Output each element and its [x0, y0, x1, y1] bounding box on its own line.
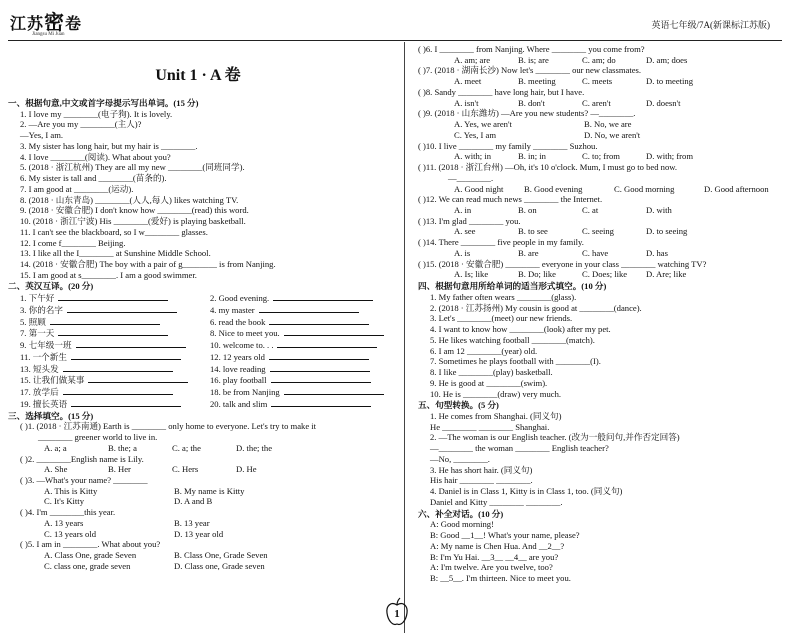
translation-item-left	[8, 386, 188, 398]
translation-item-left	[8, 292, 188, 304]
fill-blank-item: 9. (2018 · 安徽合肥) I don't know how ________(read) this word.	[20, 205, 249, 216]
dialogue-line: A: Good morning!	[430, 519, 494, 530]
answer-line	[270, 363, 370, 372]
translation-item-right	[198, 292, 388, 304]
fill-blank-item: —Yes, I am.	[20, 130, 64, 141]
mc-option: D. No, we aren't	[584, 129, 641, 140]
transform-item: —________ the woman ________ English teacher?	[430, 443, 609, 454]
mc-question-1: ( )1. (2018 · 江苏南通) Earth is ________ only home to everyone. Let's try to make it	[20, 421, 317, 432]
translation-item-left	[8, 374, 188, 386]
translation-prompt: 11. 一个新生	[20, 351, 67, 362]
answer-line	[50, 316, 160, 325]
mc-option: D. has	[646, 247, 668, 258]
section-6-items	[418, 519, 790, 583]
mc-option: C. Hers	[172, 464, 199, 475]
mc-option: C. have	[582, 247, 609, 258]
mc-question-13: ( )13. I'm glad ________ you.	[418, 215, 521, 226]
mc-option: C. class one, grade seven	[44, 560, 131, 571]
fill-blank-item: 6. My sister is tall and ________(苗条的).	[20, 173, 167, 184]
translation-item-left	[8, 339, 188, 351]
mc-options-14	[418, 248, 790, 259]
mc-option: C. aren't	[582, 97, 611, 108]
mc-option: D. Class one, Grade seven	[174, 560, 265, 571]
page-header	[0, 0, 790, 38]
mc-question-8: ( )8. Sandy ________ have long hair, but I have.	[418, 86, 585, 97]
mc-option: D. to seeing	[646, 226, 688, 237]
left-column	[8, 48, 388, 572]
answer-line	[269, 351, 369, 360]
mc-question-12: ( )12. We can read much news ________ the Internet.	[418, 194, 603, 205]
answer-line	[67, 304, 177, 313]
mc-option: A. isn't	[454, 97, 479, 108]
fill-blank-item: 8. (2018 · 山东青岛) ________(人人,每人) likes watching TV.	[20, 194, 239, 205]
dialogue-line: B: I'm Yu Hai. __3__ __4__ are you?	[430, 551, 559, 562]
translation-prompt: 10. welcome to. . .	[210, 340, 274, 351]
answer-line	[271, 374, 371, 383]
mc-option: A. is	[454, 247, 471, 258]
mc-question-10: ( )10. I live ________ my family ________ Suzhou.	[418, 140, 598, 151]
mc-option: D. am; does	[646, 54, 688, 65]
mc-option: D. the; the	[236, 442, 273, 453]
transform-item: Daniel and Kitty ________ ________.	[430, 496, 563, 507]
fill-blank-item: 7. I am good at ________(运动).	[20, 183, 134, 194]
translation-item-left	[8, 316, 188, 328]
translation-prompt: 1. 下午好	[20, 293, 55, 304]
answer-line	[269, 316, 369, 325]
translation-prompt: 5. 照顾	[20, 316, 46, 327]
section-4-items	[418, 292, 790, 399]
mc-option: D. with	[646, 205, 672, 216]
mc-options-15	[418, 269, 790, 280]
mc-options-5	[8, 550, 388, 571]
page-number: 1	[394, 608, 400, 620]
section-5-items	[418, 411, 790, 508]
mc-options-11	[418, 184, 790, 195]
mc-option: B. to see	[518, 226, 548, 237]
mc-option: C. am; do	[582, 54, 616, 65]
mc-options-7	[418, 76, 790, 87]
mc-question-1-cont: ________ greener world to live in.	[38, 432, 158, 443]
mc-option: A. a; a	[44, 442, 67, 453]
answer-line	[71, 351, 181, 360]
word-form-item: 6. I am 12 ________(year) old.	[430, 345, 538, 356]
translation-item-right	[198, 351, 388, 363]
mc-question-15: ( )15. (2018 · 安徽合肥) ________ everyone in your class ________ watching TV?	[418, 258, 707, 269]
mc-option: D. to meeting	[646, 76, 694, 87]
translation-item-right	[198, 304, 388, 316]
mc-option: B. is; are	[518, 54, 549, 65]
mc-options-12	[418, 205, 790, 216]
translation-item-right	[198, 363, 388, 375]
mc-option: C. meets	[582, 76, 613, 87]
mc-option: D. doesn't	[646, 97, 681, 108]
translation-item-left	[8, 398, 188, 410]
mc-option: A. meet	[454, 76, 482, 87]
answer-line	[71, 398, 181, 407]
mc-option: A. am; are	[454, 54, 491, 65]
translation-prompt: 20. talk and slim	[210, 398, 268, 409]
mc-option: A. Yes, we aren't	[454, 119, 512, 130]
fill-blank-item: 2. —Are you my ________(主人)?	[20, 119, 142, 130]
fill-blank-item: 15. I am good at s________. I am a good swimmer.	[20, 269, 197, 280]
answer-line	[63, 363, 173, 372]
mc-option: C. a; the	[172, 442, 201, 453]
fill-blank-item: 11. I can't see the blackboard, so I w________ glasses.	[20, 226, 208, 237]
mc-option: B. are	[518, 247, 539, 258]
answer-line	[88, 374, 188, 383]
word-form-item: 3. Let's ________(meet) our new friends.	[430, 313, 573, 324]
dialogue-line: B: __5__. I'm thirteen. Nice to meet you.	[430, 572, 571, 583]
mc-option: C. at	[582, 205, 599, 216]
brand-subtitle: Jiangsu Mi Juan	[32, 32, 65, 37]
word-form-item: 7. Sometimes he plays football with ________(I).	[430, 356, 601, 367]
mc-option: B. meeting	[518, 76, 556, 87]
dialogue-line: B: Good __1__! What's your name, please?	[430, 530, 580, 541]
mc-option: B. don't	[518, 97, 545, 108]
translation-prompt: 15. 让我们做某事	[20, 375, 85, 386]
transform-item: —No, ________.	[430, 453, 490, 464]
mc-option: B. Do; like	[518, 269, 556, 280]
mc-option: A. 13 years	[44, 517, 84, 528]
mc-option: B. Her	[108, 464, 131, 475]
translation-item-left	[8, 327, 188, 339]
mc-option: D. 13 year old	[174, 528, 224, 539]
fill-blank-item: 4. I love ________(阅读). What about you?	[20, 151, 171, 162]
translation-item-right	[198, 327, 388, 339]
answer-line	[284, 386, 384, 395]
mc-question-9: ( )9. (2018 · 山东潍坊) —Are you new students? —________.	[418, 108, 636, 119]
mc-question-3: ( )3. —What's your name? ________	[20, 474, 148, 485]
mc-option: A. Good night	[454, 183, 504, 194]
translation-prompt: 16. play football	[210, 375, 267, 386]
mc-option: B. the; a	[108, 442, 137, 453]
translation-prompt: 4. my master	[210, 304, 255, 315]
right-column	[418, 44, 790, 584]
translation-item-right	[198, 316, 388, 328]
word-form-item: 2. (2018 · 江苏扬州) My cousin is good at ________(dance).	[430, 302, 642, 313]
mc-option: A. with; in	[454, 151, 492, 162]
answer-line	[76, 339, 186, 348]
translation-prompt: 2. Good evening.	[210, 293, 270, 304]
translation-item-right	[198, 386, 388, 398]
mc-options-9	[418, 119, 790, 140]
mc-options-2	[8, 464, 388, 475]
translation-item-right	[198, 339, 388, 351]
transform-item: His hair ________ ________.	[430, 475, 533, 486]
mc-option: C. It's Kitty	[44, 496, 84, 507]
translation-item-left	[8, 304, 188, 316]
brand-logo: 江苏密卷	[10, 10, 83, 34]
section-3-heading: 三、选择填空。(15 分)	[8, 410, 94, 421]
column-divider	[404, 42, 405, 633]
fill-blank-item: 13. I like all the I________ at Sunshine Middle School.	[20, 248, 211, 259]
transform-item: 4. Daniel is in Class 1, Kitty is in Class 1, too. (同义句)	[430, 486, 623, 497]
translation-prompt: 3. 你的名字	[20, 304, 63, 315]
section-6-heading: 六、补全对话。(10 分)	[418, 508, 504, 519]
translation-item-right	[198, 374, 388, 386]
mc-option: A. Is; like	[454, 269, 489, 280]
word-form-item: 4. I want to know how ________(look) after my pet.	[430, 324, 611, 335]
unit-title: Unit 1 · A 卷	[155, 67, 241, 84]
section-1-heading: 一、根据句意,中文或首字母提示写出单词。(15 分)	[8, 98, 199, 108]
answer-line	[277, 339, 377, 348]
mc-option: B. Good evening	[524, 183, 583, 194]
mc-options-6	[418, 55, 790, 66]
mc-option: A. She	[44, 464, 68, 475]
answer-line	[259, 304, 359, 313]
translation-item-left	[8, 363, 188, 375]
transform-item: 2. —The woman is our English teacher. (改为一般问句,并作否定回答)	[430, 432, 680, 443]
mc-question-11: ( )11. (2018 · 浙江台州) —Oh, it's 10 o'clock. Mum, I must go to bed now.	[418, 162, 678, 173]
word-form-item: 5. He likes watching football ________(match).	[430, 334, 595, 345]
answer-line	[63, 386, 173, 395]
mc-option: B. Class One, Grade Seven	[174, 550, 268, 561]
translation-prompt: 6. read the book	[210, 316, 266, 327]
mc-option: A. see	[454, 226, 476, 237]
mc-option: B. 13 year	[174, 517, 210, 528]
mc-options-13	[418, 226, 790, 237]
translation-item-right	[198, 398, 388, 410]
header-rule	[8, 40, 782, 41]
mc-options-1	[8, 443, 388, 454]
mc-option: A. This is Kitty	[44, 485, 98, 496]
word-form-item: 10. He is ________(draw) very much.	[430, 388, 562, 399]
mc-question-5: ( )5. I am in ________. What about you?	[20, 539, 161, 550]
mc-question-4: ( )4. I'm ________this year.	[20, 507, 116, 518]
fill-blank-item: 1. I love my ________(电子狗). It is lovely.	[20, 108, 173, 119]
answer-line	[58, 327, 168, 336]
dialogue-line: A: I'm twelve. Are you twelve, too?	[430, 562, 553, 573]
mc-option: A. Class One, grade Seven	[44, 550, 137, 561]
answer-line	[271, 398, 371, 407]
word-form-item: 8. I like ________(play) basketball.	[430, 367, 553, 378]
translation-prompt: 12. 12 years old	[210, 351, 265, 362]
translation-prompt: 17. 放学后	[20, 387, 59, 398]
section-1-items	[8, 109, 388, 281]
mc-options-8	[418, 98, 790, 109]
mc-options-4	[8, 518, 388, 539]
answer-line	[284, 327, 384, 336]
mc-option: D. He	[236, 464, 257, 475]
mc-option: A. in	[454, 205, 472, 216]
section-5-heading: 五、句型转换。(5 分)	[418, 400, 499, 411]
word-form-item: 9. He is good at ________(swim).	[430, 377, 548, 388]
answer-line	[58, 292, 168, 301]
mc-question-2: ( )2. ________English name is Lily.	[20, 453, 144, 464]
transform-item: 1. He comes from Shanghai. (同义句)	[430, 410, 562, 421]
mc-option: B. in; in	[518, 151, 546, 162]
word-form-item: 1. My father often wears ________(glass).	[430, 291, 577, 302]
transform-item: He ________ ________ Shanghai.	[430, 421, 550, 432]
fill-blank-item: 3. My sister has long hair, but my hair is ________.	[20, 140, 198, 151]
translation-prompt: 14. love reading	[210, 363, 266, 374]
mc-question-7: ( )7. (2018 · 湖南长沙) Now let's ________ our new classmates.	[418, 65, 642, 76]
dialogue-line: A: My name is Chen Hua. And __2__?	[430, 540, 565, 551]
mc-option: B. on	[518, 205, 537, 216]
translation-item-left	[8, 351, 188, 363]
fill-blank-item: 5. (2018 · 浙江杭州) They are all my new ________(同班同学).	[20, 162, 245, 173]
translation-prompt: 19. 擅长英语	[20, 398, 68, 409]
mc-options-10	[418, 151, 790, 162]
mc-option: C. Good morning	[614, 183, 675, 194]
translation-prompt: 7. 第一天	[20, 328, 55, 339]
mc-option: B. My name is Kitty	[174, 485, 245, 496]
mc-options-3	[8, 486, 388, 507]
section-4-heading: 四、根据句意用所给单词的适当形式填空。(10 分)	[418, 281, 607, 292]
mc-option: C. to; from	[582, 151, 620, 162]
mc-option: C. 13 years old	[44, 528, 97, 539]
mc-option: D. Good afternoon	[704, 183, 769, 194]
fill-blank-item: 14. (2018 · 安徽合肥) The boy with a pair of g________ is from Nanjing.	[20, 259, 276, 270]
section-2-heading: 二、英汉互译。(20 分)	[8, 281, 94, 292]
fill-blank-item: 10. (2018 · 浙江宁波) His ________(爱好) is playing basketball.	[20, 216, 246, 227]
mc-option: D. with; from	[646, 151, 694, 162]
translation-prompt: 8. Nice to meet you.	[210, 328, 280, 339]
header-course-label: 英语七年级/7A(新课标江苏版)	[651, 20, 770, 30]
translation-prompt: 18. be from Nanjing	[210, 387, 280, 398]
answer-line	[273, 292, 373, 301]
translation-prompt: 9. 七年级一班	[20, 340, 72, 351]
mc-option: C. seeing	[582, 226, 614, 237]
mc-question-11-cont: —________.	[448, 172, 494, 183]
mc-option: C. Yes, I am	[454, 129, 497, 140]
fill-blank-item: 12. I come f________ Beijing.	[20, 237, 126, 248]
section-2-grid	[8, 292, 388, 409]
mc-option: B. No, we are	[584, 119, 632, 130]
transform-item: 3. He has short hair. (同义句)	[430, 464, 533, 475]
mc-option: D. A and B	[174, 496, 213, 507]
mc-question-14: ( )14. There ________ five people in my family.	[418, 237, 584, 248]
translation-prompt: 13. 短头发	[20, 363, 59, 374]
mc-question-6: ( )6. I ________ from Nanjing. Where ________ you come from?	[418, 44, 645, 54]
mc-option: D. Are; like	[646, 269, 687, 280]
page-number-badge	[385, 597, 409, 627]
mc-option: C. Does; like	[582, 269, 628, 280]
